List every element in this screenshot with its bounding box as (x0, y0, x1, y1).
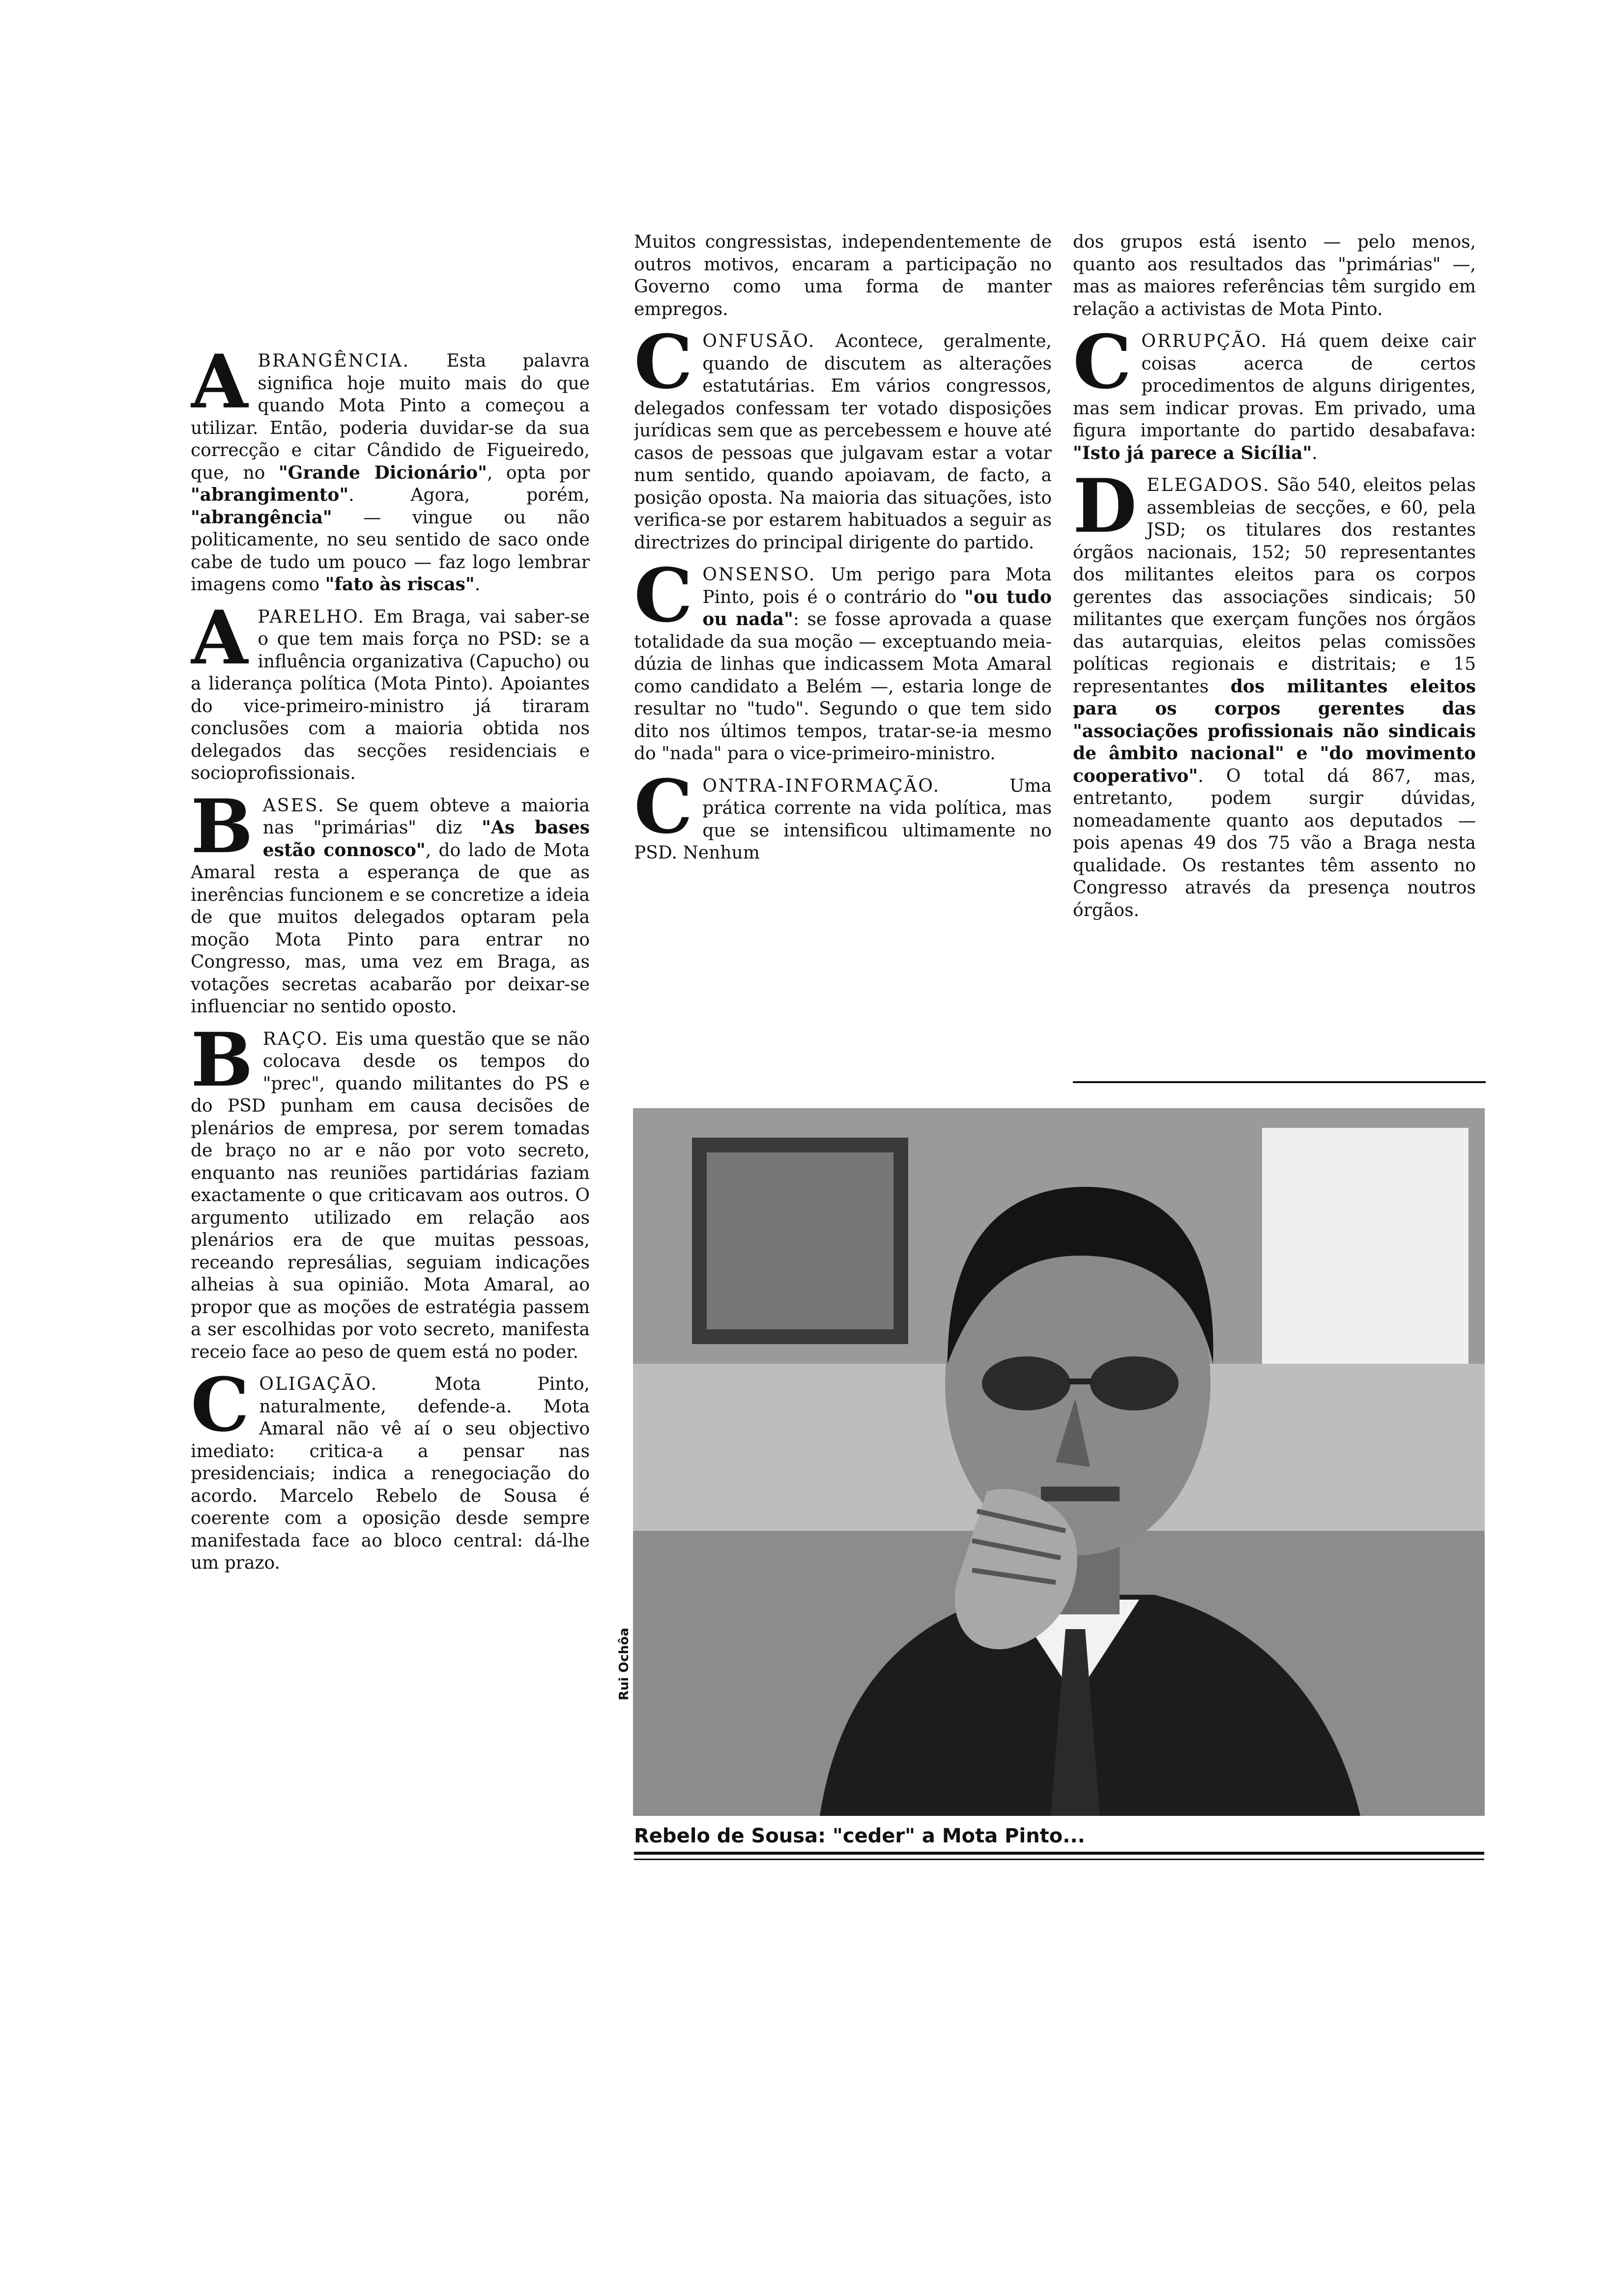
entry-continuation: dos grupos está isento — pelo menos, quanto aos resultados das "primárias" —, mas as maiores referências têm surgido em relação a activistas de Mota Pinto. (1073, 232, 1476, 319)
entry-braco: BRAÇO. Eis uma questão que se não colocava desde os tempos do "prec", quando militantes do PS e do PSD punham em causa decisões de plenários de empresa, por serem tomadas de braço no ar e não por voto secreto, enquanto nas reuniões partidárias faziam exactamente o que criticavam aos outros. O argumento utilizado em relação aos plenários era de que muitas pessoas, receando represálias, seguiam indicações alheias à sua opinião. Mota Amaral, ao propor que as moções de estratégia passem a ser escolhidas por voto secreto, manifesta receio face ao peso de quem está no poder. (191, 1028, 590, 1362)
entry-coligacao: COLIGAÇÃO. Mota Pinto, naturalmente, defende-a. Mota Amaral não vê aí o seu objectivo imediato: critica-a a pensar nas presidenciais; indica a renegociação do acordo. Marcelo Rebelo de Sousa é coerente com a oposição desde sempre manifestada face ao bloco central: dá-lhe um prazo. (191, 1373, 590, 1573)
dropcap: C (634, 564, 693, 639)
dropcap: C (1073, 330, 1132, 405)
entry-continuation: Muitos congressistas, independentemente de outros motivos, encaram a participação no Governo como uma forma de manter empregos. (634, 232, 1052, 319)
entry-confusao: CONFUSÃO. Acontece, geralmente, quando de discutem as alterações estatutárias. Em vários congressos, delegados confessam ter votado disposições jurídicas sem que as percebessem e houve até casos de pessoas que julgavam estar a votar num sentido, quando apoiavam, de facto, a posição oposta. Na maioria das situações, isto verifica-se por estarem habituados a seguir as directrizes do principal dirigente do partido. (634, 330, 1052, 553)
dropcap: A (191, 350, 248, 425)
entry-heading: ASES. (262, 795, 325, 816)
dropcap: C (634, 330, 693, 405)
article-column-2 (634, 231, 1052, 874)
photo-caption: Rebelo de Sousa: "ceder" a Mota Pinto... (634, 1825, 1085, 1847)
entry-heading: ORRUPÇÃO. (1141, 331, 1268, 351)
entry-aparelho: APARELHO. Em Braga, vai saber-se o que tem mais força no PSD: se a influência organizativa (Capucho) ou a liderança política (Mota Pinto). Apoiantes do vice-primeiro-ministro já tiraram conclusões com a maioria obtida nos delegados das secções residenciais e socioprofissionais. (191, 605, 590, 783)
entry-bases: BASES. Se quem obteve a maioria nas "primárias" diz "As bases estão connosco", do lado de Mota Amaral resta a esperança de que as inerências funcionem e se concretize a ideia de que muitos delegados optaram pela moção Mota Pinto para entrar no Congresso, mas, uma vez em Braga, as votações secretas acabarão por deixar-se influenciar no sentido oposto. (191, 794, 590, 1017)
dropcap: C (634, 775, 693, 850)
dropcap: C (191, 1373, 250, 1448)
column-rule (1073, 1081, 1486, 1083)
entry-abrangencia: ABRANGÊNCIA. Esta palavra significa hoje muito mais do que quando Mota Pinto a começou a utilizar. Então, poderia duvidar-se da sua correcção e citar Cândido de Figueiredo, que, no "Grande Dicionário", opta por "abrangimento". Agora, porém, "abrangência" — vingue ou não politicamente, no seu sentido de saco onde cabe de tudo um pouco — faz logo lembrar imagens como "fato às riscas". (191, 350, 590, 595)
photo-credit: Rui Ochôa (617, 1628, 632, 1700)
portrait-illustration (633, 1108, 1485, 1816)
entry-heading: ELEGADOS. (1147, 475, 1270, 495)
dropcap: B (191, 1028, 253, 1103)
entry-delegados: DELEGADOS. São 540, eleitos pelas assembleias de secções, e 60, pela JSD; os titulares dos restantes órgãos nacionais, 152; 50 representantes dos militantes eleitos para os corpos gerentes das associações sindicais; 50 militantes que exerçam funções nos órgãos das autarquias, eleitos pelas comissões políticas regionais e distritais; e 15 representantes dos militantes eleitos para os corpos gerentes das "associações profissionais não sindicais de âmbito nacional" e "do movimento cooperativo". O total dá 867, mas, entretanto, podem surgir dúvidas, nomeadamente quanto aos deputados — pois apenas 49 dos 75 vão a Braga nesta qualidade. Os restantes têm assento no Congresso através da presença noutros órgãos. (1073, 474, 1476, 920)
entry-heading: BRANGÊNCIA. (258, 351, 410, 371)
article-column-1 (191, 350, 590, 1584)
entry-contra-informacao: CONTRA-INFORMAÇÃO. Uma prática corrente na vida política, mas que se intensificou ultimamente no PSD. Nenhum (634, 775, 1052, 863)
caption-rule-2 (634, 1859, 1484, 1860)
article-column-3 (1073, 231, 1476, 931)
dropcap: B (191, 794, 253, 870)
portrait-photo (633, 1108, 1485, 1816)
entry-heading: OLIGAÇÃO. (259, 1374, 378, 1394)
entry-heading: ONSENSO. (702, 565, 816, 585)
dropcap: A (191, 605, 248, 681)
dropcap: D (1073, 474, 1137, 549)
entry-heading: PARELHO. (258, 606, 365, 627)
caption-rule (634, 1852, 1484, 1855)
entry-heading: ONTRA-INFORMAÇÃO. (702, 775, 941, 796)
entry-corrupcao: CORRUPÇÃO. Há quem deixe cair coisas acerca de certos procedimentos de alguns dirigentes, mas sem indicar provas. Em privado, uma figura importante do partido desabafava: "Isto já parece a Sicília". (1073, 330, 1476, 463)
entry-heading: ONFUSÃO. (702, 331, 816, 351)
entry-consenso: CONSENSO. Um perigo para Mota Pinto, pois é o contrário do "ou tudo ou nada": se fosse aprovada a quase totalidade da sua moção — exceptuando meia-dúzia de linhas que indicassem Mota Amaral como candidato a Belém —, estaria longe de resultar no "tudo". Segundo o que tem sido dito nos últimos tempos, tratar-se-ia mesmo do "nada" para o vice-primeiro-ministro. (634, 564, 1052, 764)
entry-heading: RAÇO. (262, 1029, 329, 1049)
